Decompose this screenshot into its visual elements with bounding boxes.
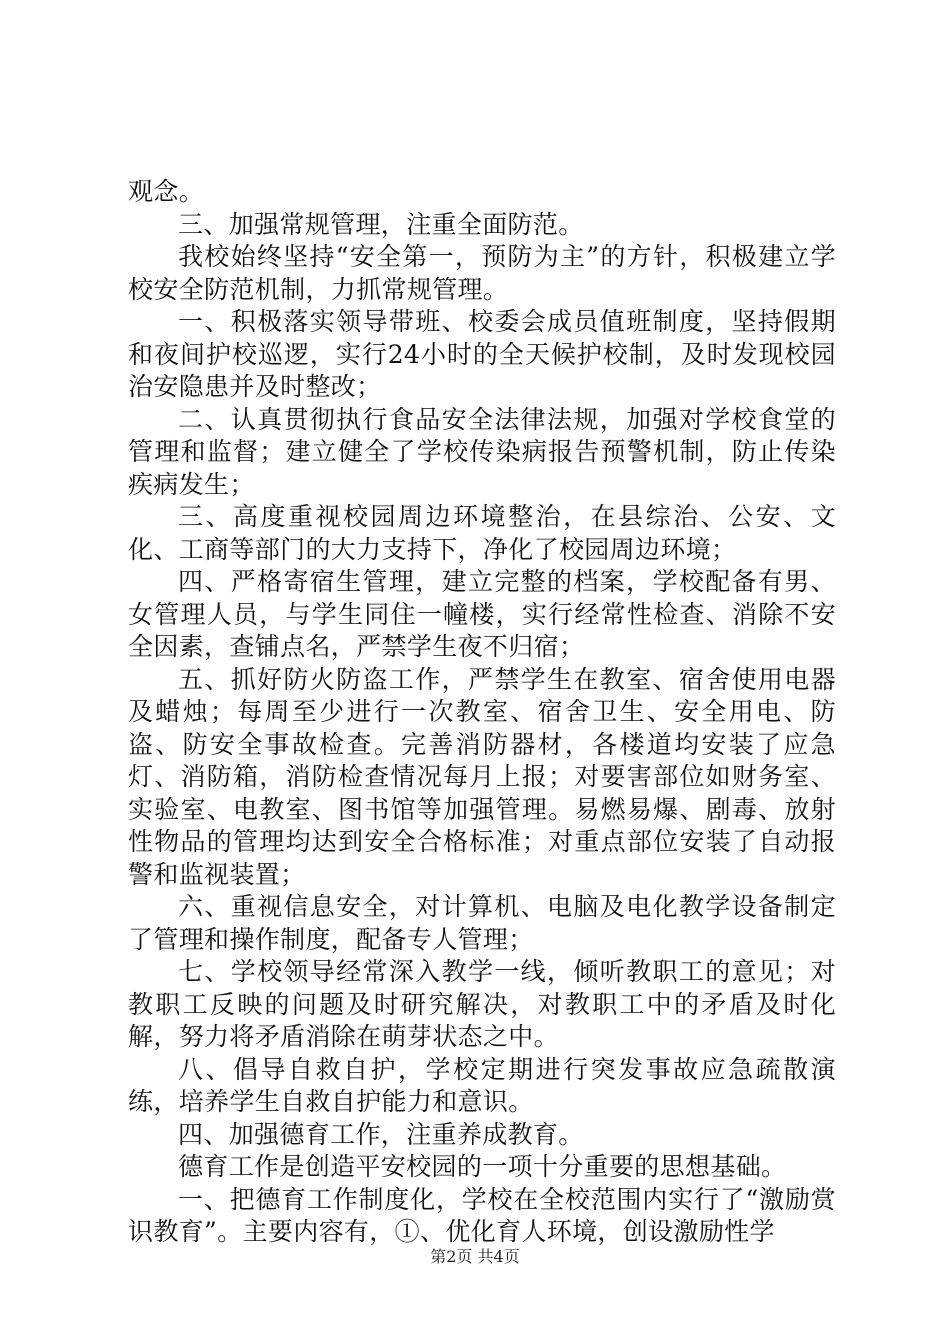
paragraph-4: 一、积极落实领导带班、校委会成员值班制度，坚持假期和夜间护校巡逻，实行24小时的全天候护校制，及时发现校园治安隐患并及时整改； (128, 307, 836, 401)
paragraph-9: 六、重视信息安全，对计算机、电脑及电化教学设备制定了管理和操作制度，配备专人管理； (128, 892, 836, 954)
page-number-label: 第2页 共4页 (430, 1247, 520, 1266)
page-footer (0, 1244, 950, 1267)
paragraph-6: 三、高度重视校园周边环境整治，在县综治、公安、文化、工商等部门的大力支持下，净化了校园周边环境； (128, 502, 836, 564)
paragraph-13: 德育工作是创造平安校园的一项十分重要的思想基础。 (178, 1152, 787, 1181)
paragraph-10: 七、学校领导经常深入教学一线，倾听教职工的意见；对教职工反映的问题及时研究解决，对教职工中的矛盾及时化解，努力将矛盾消除在萌芽状态之中。 (128, 957, 836, 1051)
paragraph-14: 一、把德育工作制度化，学校在全校范围内实行了“激励赏识教育”。主要内容有，①、优化育人环境，创设激励性学 (128, 1184, 836, 1246)
paragraph-8: 五、抓好防火防盗工作，严禁学生在教室、宿舍使用电器及蜡烛；每周至少进行一次教室、宿舍卫生、安全用电、防盗、防安全事故检查。完善消防器材，各楼道均安装了应急灯、消防箱，消防检查情况每月上报；对要害部位如财务室、实验室、电教室、图书馆等加强管理。易燃易爆、剧毒、放射性物品的管理均达到安全合格标准；对重点部位安装了自动报警和监视装置； (128, 664, 836, 889)
document-body (128, 176, 836, 1249)
paragraph-2: 三、加强常规管理，注重全面防范。 (178, 209, 584, 239)
paragraph-3: 我校始终坚持“安全第一，预防为主”的方针，积极建立学校安全防范机制，力抓常规管理。 (128, 242, 836, 304)
paragraph-1: 观念。 (128, 177, 205, 206)
paragraph-12: 四、加强德育工作，注重养成教育。 (178, 1119, 584, 1149)
paragraph-11: 八、倡导自救自护，学校定期进行突发事故应急疏散演练，培养学生自救自护能力和意识。 (128, 1054, 836, 1116)
paragraph-5: 二、认真贯彻执行食品安全法律法规，加强对学校食堂的管理和监督；建立健全了学校传染病报告预警机制，防止传染疾病发生； (128, 404, 836, 499)
paragraph-7: 四、严格寄宿生管理，建立完整的档案，学校配备有男、女管理人员，与学生同住一幢楼，实行经常性检查、消除不安全因素，查铺点名，严禁学生夜不归宿； (128, 567, 836, 661)
